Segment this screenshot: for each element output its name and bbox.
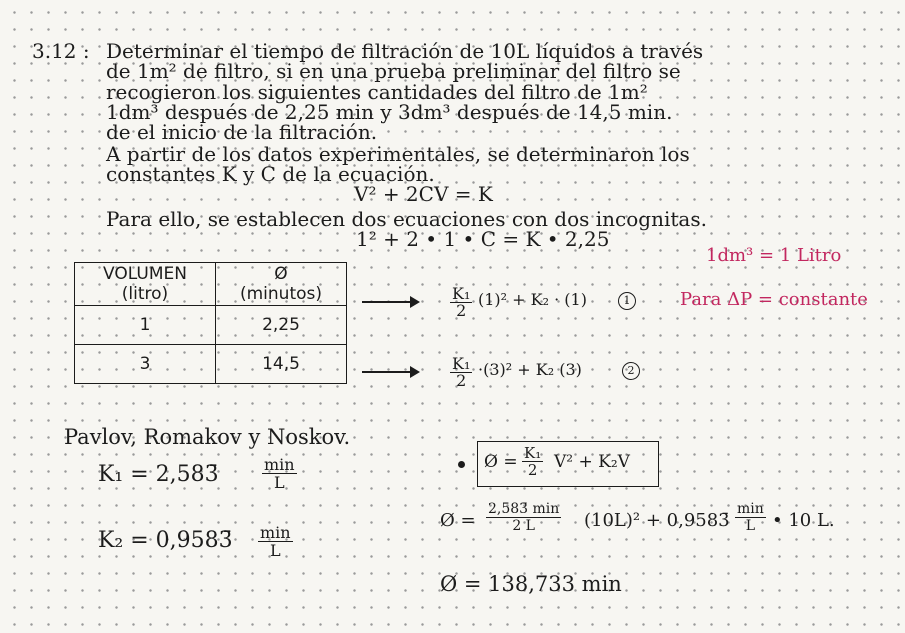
problem-line-6: A partir de los datos experimentales, se determinaron los [106,142,690,166]
problem-line-3: recogieron los siguientes cantidades del filtro de 1m² [106,80,648,104]
fraction-numerator: K₁ [452,284,471,303]
table-row [75,306,347,345]
k2-value: K₂ = 0,9583̄ [98,528,233,553]
substitution-lhs: Ø = [440,510,476,531]
substitution-rest: (10L)² + 0,9583̄ [584,510,730,531]
substitution-unit-fraction [735,501,766,534]
problem-line-8: Para ello, se establecen dos ecuaciones con dos incognitas. [106,207,707,231]
header-volume-unit: (litro) [121,284,169,304]
table-cell: 14,5 [216,345,347,384]
fraction-numerator: min [264,455,295,474]
header-volume-label: VOLUMEN [103,264,187,284]
header-time-unit: (minutos) [239,284,323,304]
problem-line-1: Determinar el tiempo de filtración de 10L líquidos a través [106,39,704,63]
problem-line-7: constantes K y C de la ecuación. [106,162,435,186]
arrow-icon [362,371,418,373]
circled-number: 1 [618,292,636,310]
fraction-denominator: L [269,541,281,560]
table-header-volume [75,263,216,306]
fraction-numerator: 2,583̄ min [488,501,560,517]
equation-label-2 [622,358,640,380]
arrow-icon [362,301,418,303]
k1-unit-fraction [262,456,297,491]
problem-line-4: 1dm³ después de 2,25 min y 3dm³ después de 14,5 min. [106,100,673,124]
formula-fraction [522,445,543,478]
fraction-denominator: L [273,473,285,492]
table-cell: 2,25 [216,306,347,345]
problem-line-2: de 1m² de filtro, si en una prueba preliminar del filtro se [106,59,681,83]
bullet-icon [458,461,465,468]
circled-number: 2 [622,362,640,380]
fraction-denominator: 2 L [512,518,535,534]
k1-value: K₁ = 2,583̄ [98,462,219,487]
formula-lhs: Ø = [484,452,518,472]
fraction-k1-over-2 [450,286,472,319]
fraction-denominator: 2 [456,301,467,320]
data-table [74,262,347,384]
problem-number: 3.12 : [32,39,90,63]
boxed-formula [477,441,659,487]
equation-label-1 [618,288,636,310]
table-header-row [75,263,347,306]
problem-line-5: de el inicio de la filtración. [106,120,378,144]
fraction-denominator: 2 [456,371,467,390]
k2-unit-fraction [258,524,293,559]
formula-rest: V² + K₂V [554,452,630,472]
fraction-k1-over-2 [450,356,472,389]
table-cell: 3 [75,345,216,384]
main-equation: V² + 2CV = K [354,182,493,206]
table-header-time [216,263,347,306]
final-result: Ø = 138,733 min [440,572,622,596]
unit-conversion-note: 1dm³ = 1 Litro [706,245,842,266]
table-cell: 1 [75,306,216,345]
table-row [75,345,347,384]
authors-line: Pavlov, Romakov y Noskov. [64,425,351,449]
fraction-numerator: min [260,523,291,542]
fraction-numerator: K₁ [524,444,542,462]
constant-pressure-note: Para ΔP = constante [680,289,868,310]
substitution-fraction [486,501,561,534]
header-time-label: Ø [274,264,288,284]
fraction-denominator: L [745,518,756,534]
equation-two-body: ·(3)² + K₂ (3) [478,360,582,379]
fraction-denominator: 2 [527,461,538,479]
fraction-numerator: min [737,501,764,517]
substitution-tail: • 10 L. [772,510,835,531]
equation-two: 1² + 2 • 1 • C = K • 2,25 [356,227,610,251]
fraction-numerator: K₁ [452,354,471,373]
equation-one-body: (1)² + K₂ · (1) [478,290,587,309]
